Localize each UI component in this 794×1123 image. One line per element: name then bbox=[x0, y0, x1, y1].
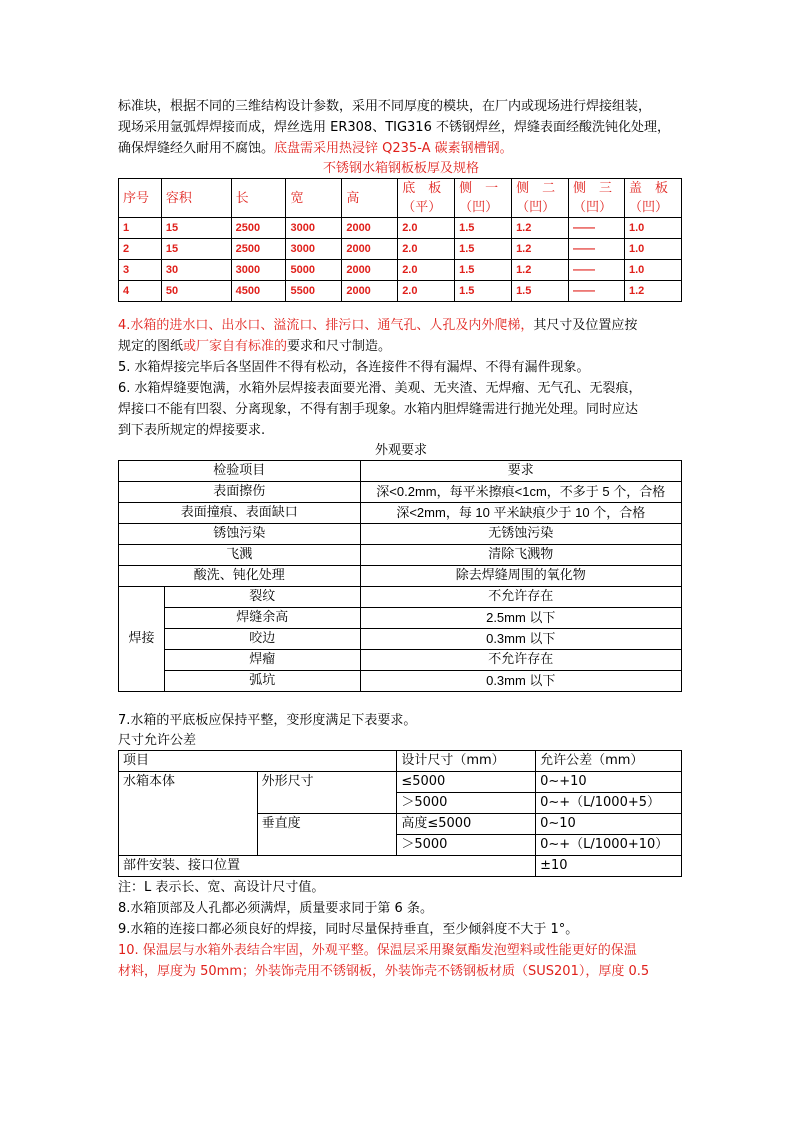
table-cell: 0.3mm 以下 bbox=[360, 629, 681, 650]
header-label: 侧 三 bbox=[573, 181, 613, 196]
para-8: 8.水箱顶部及人孔都必须满焊，质量要求同于第 6 条。 bbox=[118, 901, 433, 916]
table-cell: 15 bbox=[161, 239, 231, 260]
parts-install-label: 部件安装、接口位置 bbox=[119, 856, 536, 877]
table-cell: 焊瘤 bbox=[164, 650, 360, 671]
table-cell: 5500 bbox=[286, 281, 342, 302]
intro-steel-requirement: 底盘需采用热浸锌 Q235-A 碳素钢槽钢。 bbox=[274, 141, 513, 156]
table-cell: 咬边 bbox=[164, 629, 360, 650]
table1-header-row bbox=[119, 179, 682, 218]
table-cell: —— bbox=[569, 218, 625, 239]
header-sublabel: （凹） bbox=[628, 200, 668, 215]
table-cell: 50 bbox=[161, 281, 231, 302]
table-cell: 3000 bbox=[231, 260, 286, 281]
table-cell: 1.0 bbox=[624, 260, 681, 281]
tolerance-table bbox=[118, 750, 682, 877]
table2-header: 要求 bbox=[360, 461, 681, 482]
intro-line-2: 现场采用氩弧焊焊接而成，焊丝选用 ER308、TIG316 不锈钢焊丝，焊缝表面经酸洗钝化处理， bbox=[118, 120, 670, 135]
table-cell: 不允许存在 bbox=[360, 650, 681, 671]
table-cell: ＞5000 bbox=[397, 793, 536, 814]
appearance-table bbox=[118, 460, 682, 692]
table3-header: 允许公差（mm） bbox=[536, 751, 682, 772]
table3-header: 项目 bbox=[119, 751, 397, 772]
intro-line-3 bbox=[118, 138, 684, 159]
table-cell: 2.0 bbox=[398, 281, 455, 302]
table-cell: —— bbox=[569, 260, 625, 281]
table3-header-row bbox=[119, 751, 682, 772]
table-cell: 1.2 bbox=[512, 218, 569, 239]
table-row bbox=[119, 239, 682, 260]
table-cell: 酸洗、钝化处理 bbox=[119, 566, 361, 587]
table2-caption: 外观要求 bbox=[374, 443, 427, 458]
para-10-line-1: 10. 保温层与水箱外表结合牢固，外观平整。保温层采用聚氨酯发泡塑料或性能更好的保温 bbox=[118, 943, 637, 958]
table1-header bbox=[569, 179, 625, 218]
table-row bbox=[119, 629, 682, 650]
table-row bbox=[119, 545, 682, 566]
table-cell: —— bbox=[569, 281, 625, 302]
table-cell: 2 bbox=[119, 239, 162, 260]
para-4-red: 或厂家自有标准的 bbox=[183, 339, 288, 354]
para-4-text: 要求和尺寸制造。 bbox=[287, 339, 392, 354]
para-10-line-2: 材料，厚度为 50mm；外装饰壳用不锈钢板，外装饰壳不锈钢板材质（SUS201），厚度 0.5 bbox=[118, 964, 650, 979]
table-cell: 3000 bbox=[286, 218, 342, 239]
table-cell: 5000 bbox=[286, 260, 342, 281]
table-cell: 0~+10 bbox=[536, 772, 682, 793]
table-cell: 1.2 bbox=[512, 239, 569, 260]
table1-header bbox=[512, 179, 569, 218]
table-cell: 表面擦伤 bbox=[119, 482, 361, 503]
table-row bbox=[119, 671, 682, 692]
table3-caption: 尺寸允许公差 bbox=[118, 733, 197, 748]
table-cell: 深<0.2mm，每平米擦痕<1cm，不多于 5 个，合格 bbox=[360, 482, 681, 503]
table-cell: 4 bbox=[119, 281, 162, 302]
table-cell: 2.0 bbox=[398, 239, 455, 260]
table-row bbox=[119, 566, 682, 587]
para-7: 7.水箱的平底板应保持平整，变形度满足下表要求。 bbox=[118, 713, 417, 728]
table-cell: 1.0 bbox=[624, 218, 681, 239]
table-cell: 焊缝余高 bbox=[164, 608, 360, 629]
table-cell: 1.5 bbox=[455, 239, 512, 260]
table-cell: 1.5 bbox=[455, 218, 512, 239]
table-cell: 2000 bbox=[342, 260, 398, 281]
table-cell: 2500 bbox=[231, 218, 286, 239]
table-cell: 2000 bbox=[342, 239, 398, 260]
table-cell: 0~+（L/1000+5） bbox=[536, 793, 682, 814]
para-4-text: 其尺寸及位置应按 bbox=[533, 318, 638, 333]
table-cell: 2500 bbox=[231, 239, 286, 260]
table-cell: —— bbox=[569, 239, 625, 260]
document-page bbox=[118, 96, 684, 982]
table-row bbox=[119, 260, 682, 281]
para-4-line-2 bbox=[118, 336, 684, 357]
table1-header: 长 bbox=[231, 179, 286, 218]
table-row bbox=[119, 587, 682, 608]
table-row bbox=[119, 608, 682, 629]
spacer bbox=[118, 302, 684, 315]
table-cell: 1.5 bbox=[455, 260, 512, 281]
table-cell: 深<2mm，每 10 平米缺痕少于 10 个，合格 bbox=[360, 503, 681, 524]
table-cell: 清除飞溅物 bbox=[360, 545, 681, 566]
tank-body-label: 水箱本体 bbox=[119, 772, 258, 856]
plate-thickness-table bbox=[118, 178, 682, 302]
table-row bbox=[119, 650, 682, 671]
table-cell: 1.0 bbox=[624, 239, 681, 260]
table-cell: 飞溅 bbox=[119, 545, 361, 566]
table3-note: 注：L 表示长、宽、高设计尺寸值。 bbox=[118, 880, 325, 895]
header-sublabel: （凹） bbox=[459, 200, 499, 215]
table3-header: 设计尺寸（mm） bbox=[397, 751, 536, 772]
header-label: 底 板 bbox=[402, 181, 442, 196]
table-cell: 1.5 bbox=[512, 281, 569, 302]
para-9: 9.水箱的连接口都必须良好的焊接，同时尽量保持垂直，至少倾斜度不大于 1°。 bbox=[118, 922, 579, 937]
table-cell: 不允许存在 bbox=[360, 587, 681, 608]
table-cell: 2.0 bbox=[398, 260, 455, 281]
table-row bbox=[119, 503, 682, 524]
table-cell: 高度≤5000 bbox=[397, 814, 536, 835]
table-cell: 30 bbox=[161, 260, 231, 281]
table-cell: 4500 bbox=[231, 281, 286, 302]
table1-header: 序号 bbox=[119, 179, 162, 218]
header-sublabel: （凹） bbox=[573, 200, 613, 215]
table-cell: 3 bbox=[119, 260, 162, 281]
table-cell: 锈蚀污染 bbox=[119, 524, 361, 545]
table-cell: 15 bbox=[161, 218, 231, 239]
table1-header bbox=[398, 179, 455, 218]
table-row bbox=[119, 524, 682, 545]
table-cell: 0~+（L/1000+10） bbox=[536, 835, 682, 856]
intro-line-3-text: 确保焊缝经久耐用不腐蚀。 bbox=[118, 141, 275, 156]
table1-header bbox=[624, 179, 681, 218]
para-4-red: 4.水箱的进水口、出水口、溢流口、排污口、通气孔、人孔及内外爬梯， bbox=[118, 318, 534, 333]
verticality-label: 垂直度 bbox=[257, 814, 397, 856]
para-5: 5. 水箱焊接完毕后各坚固件不得有松动，各连接件不得有漏焊、不得有漏件现象。 bbox=[118, 360, 590, 375]
header-sublabel: （平） bbox=[402, 200, 442, 215]
table-cell: 0~10 bbox=[536, 814, 682, 835]
para-6-line-1: 6. 水箱焊缝要饱满，水箱外层焊接表面要光滑、美观、无夹渣、无焊瘤、无气孔、无裂痕， bbox=[118, 381, 642, 396]
table-cell: 2.0 bbox=[398, 218, 455, 239]
para-4-line-1 bbox=[118, 315, 684, 336]
table1-header: 容积 bbox=[161, 179, 231, 218]
header-label: 盖 板 bbox=[628, 181, 668, 196]
table-cell: 1.5 bbox=[455, 281, 512, 302]
table1-caption: 不锈钢水箱钢板板厚及规格 bbox=[322, 161, 479, 176]
table-row bbox=[119, 218, 682, 239]
table-cell: ±10 bbox=[536, 856, 682, 877]
table-row bbox=[119, 856, 682, 877]
table-cell: 裂纹 bbox=[164, 587, 360, 608]
table-cell: 1.2 bbox=[512, 260, 569, 281]
table-cell: 2.5mm 以下 bbox=[360, 608, 681, 629]
table1-header bbox=[455, 179, 512, 218]
para-4-text: 规定的图纸 bbox=[118, 339, 184, 354]
table-cell: 弧坑 bbox=[164, 671, 360, 692]
table-cell: 2000 bbox=[342, 218, 398, 239]
header-label: 侧 二 bbox=[516, 181, 556, 196]
table-cell: 2000 bbox=[342, 281, 398, 302]
header-label: 侧 一 bbox=[459, 181, 499, 196]
header-sublabel: （凹） bbox=[516, 200, 556, 215]
table-cell: 1 bbox=[119, 218, 162, 239]
para-6-line-2: 焊接口不能有凹裂、分离现象，不得有割手现象。水箱内胆焊缝需进行抛光处理。同时应达 bbox=[118, 402, 639, 417]
table-cell: 0.3mm 以下 bbox=[360, 671, 681, 692]
table-cell: 除去焊缝周围的氧化物 bbox=[360, 566, 681, 587]
table1-header: 宽 bbox=[286, 179, 342, 218]
table-cell: 1.2 bbox=[624, 281, 681, 302]
table-row bbox=[119, 772, 682, 793]
table-row bbox=[119, 281, 682, 302]
table1-header: 高 bbox=[342, 179, 398, 218]
intro-line-1: 标准块，根据不同的三维结构设计参数，采用不同厚度的模块，在厂内或现场进行焊接组装， bbox=[118, 99, 652, 114]
spacer bbox=[118, 692, 684, 710]
weld-group-label: 焊接 bbox=[119, 587, 165, 692]
table-cell: 3000 bbox=[286, 239, 342, 260]
table2-header-row bbox=[119, 461, 682, 482]
outer-size-label: 外形尺寸 bbox=[257, 772, 397, 814]
para-6-line-3: 到下表所规定的焊接要求. bbox=[118, 423, 266, 438]
table-cell: ≤5000 bbox=[397, 772, 536, 793]
table2-header: 检验项目 bbox=[119, 461, 361, 482]
table-cell: ＞5000 bbox=[397, 835, 536, 856]
table-cell: 无锈蚀污染 bbox=[360, 524, 681, 545]
table-cell: 表面撞痕、表面缺口 bbox=[119, 503, 361, 524]
table-row bbox=[119, 482, 682, 503]
